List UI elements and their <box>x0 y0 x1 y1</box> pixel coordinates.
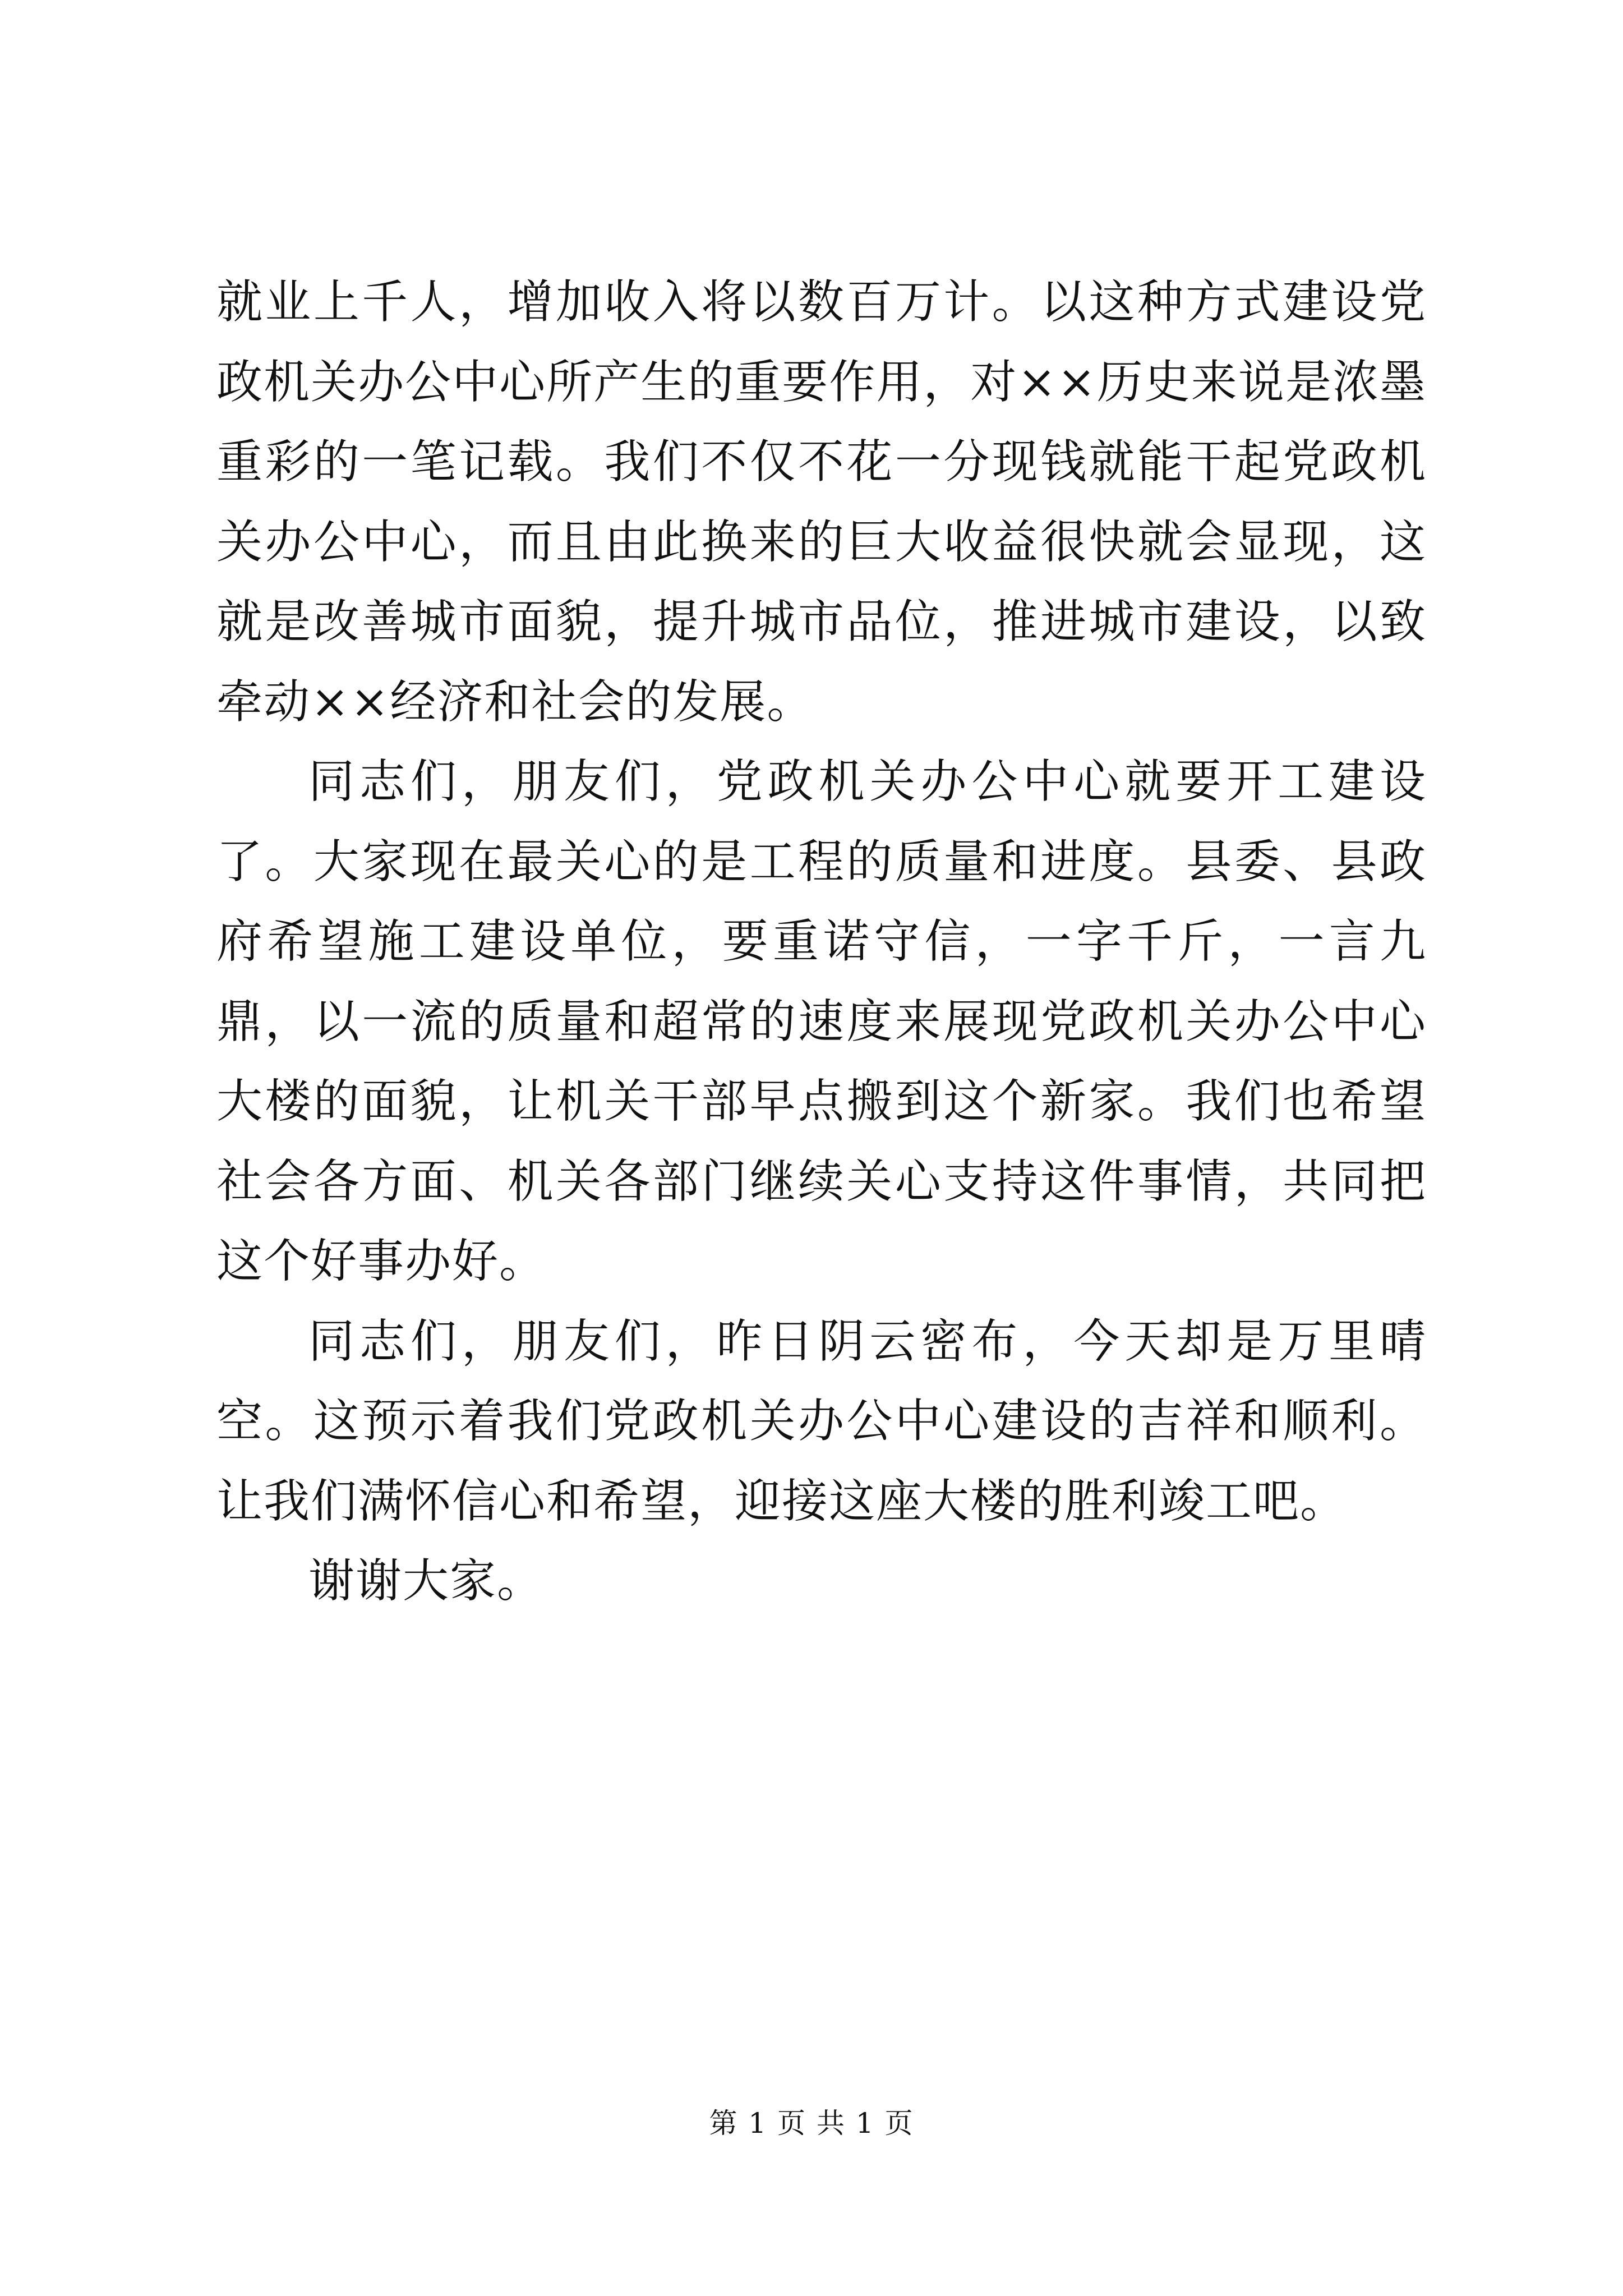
page-number-footer: 第 1 页 共 1 页 <box>709 2107 914 2139</box>
paragraph-3: 同志们，朋友们，昨日阴云密布，今天却是万里晴空。这预示着我们党政机关办公中心建设的吉祥和顺利。让我们满怀信心和希望，迎接这座大楼的胜利竣工吧。 <box>216 1314 1427 1528</box>
paragraph-4: 谢谢大家。 <box>308 1554 545 1608</box>
paragraph-1: 就业上千人，增加收入将以数百万计。以这种方式建设党政机关办公中心所产生的重要作用，对××历史来说是浓墨重彩的一笔记载。我们不仅不花一分现钱就能干起党政机关办公中心，而且由此换来的巨大收益很快就会显现，这就是改善城市面貌，提升城市品位，推进城市建设，以致牵动××经济和社会的发展。 <box>216 275 1427 729</box>
document-body <box>216 263 1427 1622</box>
paragraph-2: 同志们，朋友们，党政机关办公中心就要开工建设了。大家现在最关心的是工程的质量和进度。县委、县政府希望施工建设单位，要重诺守信，一字千斤，一言九鼎，以一流的质量和超常的速度来展现党政机关办公中心大楼的面貌，让机关干部早点搬到这个新家。我们也希望社会各方面、机关各部门继续关心支持这件事情，共同把这个好事办好。 <box>216 755 1427 1288</box>
